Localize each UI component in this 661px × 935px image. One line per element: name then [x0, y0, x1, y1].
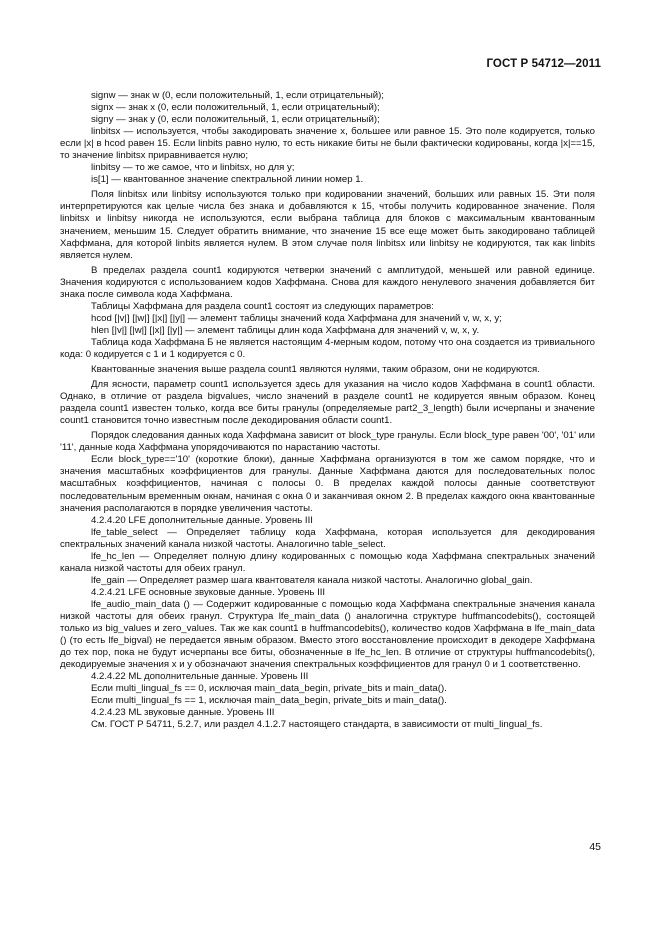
paragraph: linbitsx — используется, чтобы закодировать значение x, большее или равное 15. Это поле кодируется, только если |x| в hcod равен 15. Если linbits равно нулю, то есть никакие биты не были фактически кодированы, когда |x|==15, то значение linbitsx приравнивается нулю; [60, 126, 595, 162]
paragraph: lfe_table_select — Определяет таблицу кода Хаффмана, которая используется для декодирования спектральных значений канала низкой частоты. Аналогично table_select. [60, 526, 595, 550]
paragraph: Если block_type=='10' (короткие блоки), данные Хаффмана организуются в том же самом порядке, что и значения масштабных коэффициентов для гранулы. Данные Хаффмана даются для последовательных полос масштабных коэффициентов, начиная с полосы 0. В пределах каждой полосы данные соответствуют последовательным временным окнам, начиная с окна 0 и заканчивая окном 2. В пределах каждого окна квантованные значения располагаются в порядке увеличения частоты. [60, 454, 595, 514]
paragraph: Для ясности, параметр count1 используется здесь для указания на число кодов Хаффмана в count1 области. Однако, в отличие от раздела bigvalues, число значений в разделе count1 не кодируется явным образом. Конец раздела count1 известен только, когда все биты гранулы (определяемые part2_3_length) были исчерпаны и значение count1 становится точно известным после декодирования области count1. [60, 379, 595, 427]
paragraph: Квантованные значения выше раздела count1 являются нулями, таким образом, они не кодируются. [91, 364, 540, 376]
paragraph: Таблицы Хаффмана для раздела count1 состоят из следующих параметров: [91, 300, 434, 312]
paragraph: В пределах раздела count1 кодируются четверки значений с амплитудой, меньшей или равной единице. Значения кодируются с использованием кодов Хаффмана. Снова для каждого ненулевого значения добавляется бит знака после символа кода Хаффмана. [60, 264, 595, 300]
paragraph: lfe_audio_main_data () — Содержит кодированные с помощью кода Хаффмана спектральные значения канала низкой частоты для обеих гранул. Структура lfe_main_data () аналогична структуре huffmancodebits(), состоящей только из big_values и zero_values. Так же как count1 в huffmancodebits(), количество кодов Хаффмана в lfe_main_data () (то есть lfe_bigval) не передается явным образом. Вместо этого восстановление происходит в декодере Хаффмана до тех пор, пока не будут исчерпаны все биты, обозначенные в lfe_hc_len. В отличие от структуры huffmancodebits(), декодируемые значения x и y обозначают значения спектральных коэффициентов для гранул 0 и 1 соответственно. [60, 598, 595, 671]
page-number: 45 [589, 841, 601, 853]
paragraph: signw — знак w (0, если положительный, 1, если отрицательный); [91, 90, 384, 101]
paragraph: linbitsy — то же самое, что и linbitsx, но для y; [91, 162, 295, 174]
standard-designation: ГОСТ Р 54712—2011 [486, 58, 601, 70]
paragraph: signy — знак y (0, если положительный, 1, если отрицательный); [91, 114, 380, 126]
paragraph: Поля linbitsx или linbitsy используются только при кодировании значений, больших или равных 15. Эти поля интерпретируются как целые числа без знака и добавляются к 15, чтобы получить кодированное значение. Поля linbitsx и linbitsy никогда не используются, если выбрана таблица для блоков с максимальным квантованным значением, меньшим 15. Следует обратить внимание, что значение 15 все еще может быть закодировано таблицей Хаффмана, для которой linbits является нулем. В этом случае поля linbitsx или linbitsy не кодируются, так как linbits является нулем. [60, 189, 595, 261]
body-text [60, 90, 595, 731]
paragraph: Таблица кода Хаффмана Б не является настоящим 4-мерным кодом, потому что она создается из тривиального кода: 0 кодируется с 1 и 1 кодируется с 0. [60, 336, 595, 360]
paragraph: Порядок следования данных кода Хаффмана зависит от block_type гранулы. Если block_type равен '00', '01' или '11', данные кода Хаффмана упорядочиваются по нарастанию частоты. [60, 430, 595, 454]
paragraph: Если multi_lingual_fs == 1, исключая main_data_begin, private_bits и main_data(). [91, 695, 447, 707]
paragraph: См. ГОСТ Р 54711, 5.2.7, или раздел 4.1.2.7 настоящего стандарта, в зависимости от multi_lingual_fs. [91, 719, 543, 731]
section-heading: 4.2.4.22 ML дополнительные данные. Уровень III [91, 671, 309, 683]
paragraph: Если multi_lingual_fs == 0, исключая main_data_begin, private_bits и main_data(). [91, 683, 447, 695]
paragraph: signx — знак x (0, если положительный, 1, если отрицательный); [91, 102, 380, 114]
section-heading: 4.2.4.20 LFE дополнительные данные. Уровень III [91, 514, 313, 526]
paragraph: lfe_hc_len — Определяет полную длину кодированных с помощью кода Хаффмана спектральных значений канала низкой частоты для обеих гранул. [60, 550, 595, 574]
section-heading: 4.2.4.23 ML звуковые данные. Уровень III [91, 707, 275, 719]
section-heading: 4.2.4.21 LFE основные звуковые данные. Уровень III [91, 586, 326, 598]
paragraph: hcod [|v|] [|w|] [|x|] [|y|] — элемент таблицы значений кода Хаффмана для значений v, w, x, y; [91, 312, 502, 324]
paragraph: is[1] — квантованное значение спектральной линии номер 1. [91, 174, 364, 186]
paragraph: hlen [|v|] [|w|] [|x|] [|y|] — элемент таблицы длин кода Хаффмана для значений v, w, x, y. [91, 324, 480, 336]
paragraph: lfe_gain — Определяет размер шага квантователя канала низкой частоты. Аналогично global_gain. [91, 574, 533, 586]
